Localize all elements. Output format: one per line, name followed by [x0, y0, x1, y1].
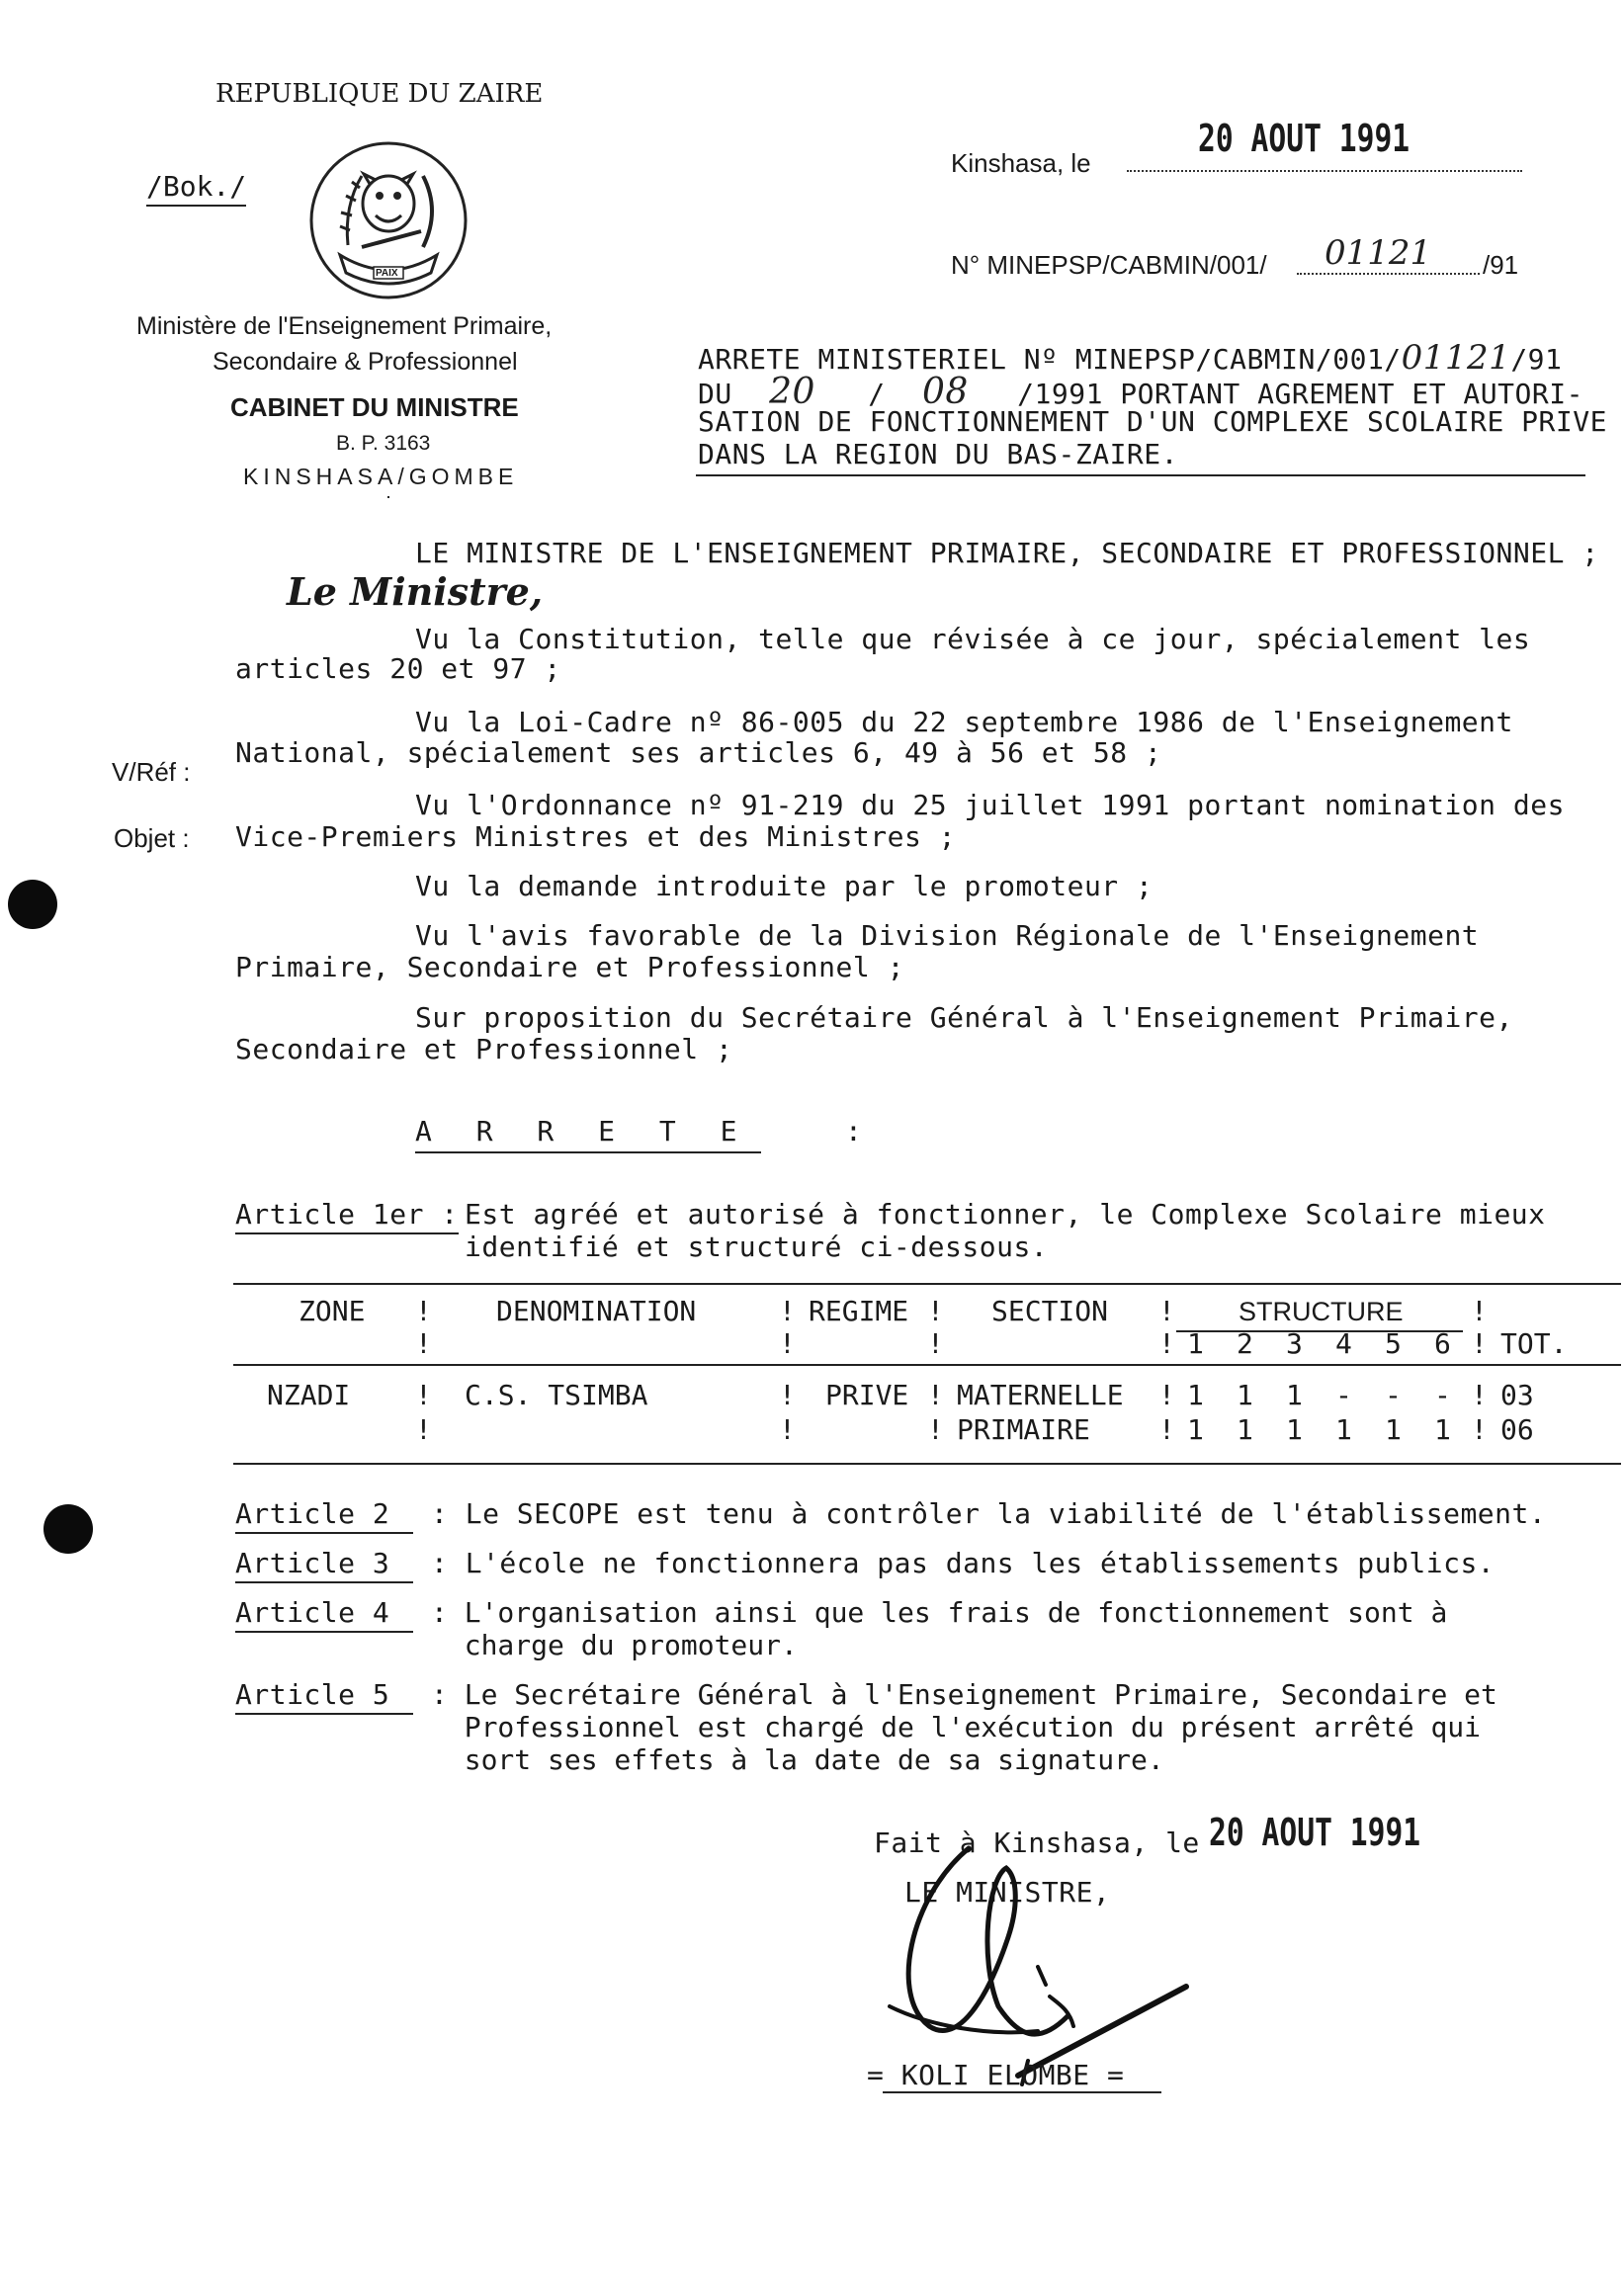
table-cell-level: 1 [1385, 1413, 1402, 1446]
table-cell-section: PRIMAIRE [957, 1413, 1090, 1446]
table-header-section: SECTION [991, 1295, 1109, 1327]
table-header-level: 4 [1335, 1327, 1352, 1360]
article-2-text: : Le SECOPE est tenu à contrôler la viabilité de l'établissement. [431, 1497, 1547, 1530]
le-ministre-stamp: Le Ministre, [287, 569, 544, 614]
article-5-text-line3: sort ses effets à la date de sa signature. [431, 1743, 1164, 1776]
cabinet-label: CABINET DU MINISTRE [230, 392, 519, 422]
table-separator: ! [415, 1413, 432, 1446]
table-cell-regime: PRIVE [825, 1379, 909, 1411]
table-cell-level: 1 [1434, 1413, 1451, 1446]
arrete-title-day-handwritten: 20 [769, 372, 815, 412]
vref-label: V/Réf : [112, 757, 191, 787]
table-header-regime: REGIME [809, 1295, 909, 1327]
table-separator: ! [1158, 1327, 1175, 1360]
arrete-title-line2-rest: /1991 PORTANT AGREMENT ET AUTORI- [1017, 378, 1583, 410]
table-header-level: 2 [1237, 1327, 1253, 1360]
article-5-text-line2: Professionnel est chargé de l'exécution du présent arrêté qui [431, 1711, 1482, 1743]
table-separator: ! [927, 1379, 944, 1411]
table-header-total: TOT. [1500, 1327, 1568, 1360]
table-cell-section: MATERNELLE [957, 1379, 1124, 1411]
table-separator: ! [415, 1379, 432, 1411]
table-separator: ! [779, 1379, 796, 1411]
ministry-name-line2: Secondaire & Professionnel [213, 348, 518, 376]
table-cell-level: - [1385, 1379, 1402, 1411]
article-1-label: Article 1er : [235, 1198, 459, 1234]
table-separator: ! [1158, 1413, 1175, 1446]
table-separator: ! [779, 1295, 796, 1327]
minister-heading: LE MINISTRE DE L'ENSEIGNEMENT PRIMAIRE, SECONDAIRE ET PROFESSIONNEL ; [415, 537, 1599, 569]
table-cell-level: - [1434, 1379, 1451, 1411]
article-4-label: Article 4 [235, 1596, 413, 1633]
vu-avis-line1: Vu l'avis favorable de la Division Régionale de l'Enseignement [415, 919, 1480, 952]
table-cell-level: 1 [1237, 1379, 1253, 1411]
table-cell-level: 1 [1187, 1413, 1204, 1446]
arrete-title-line3: SATION DE FONCTIONNEMENT D'UN COMPLEXE SCOLAIRE PRIVE [698, 405, 1607, 438]
table-separator: ! [415, 1327, 432, 1360]
table-header-level: 5 [1385, 1327, 1402, 1360]
article-3-label: Article 3 [235, 1547, 413, 1583]
republic-title: REPUBLIQUE DU ZAIRE [215, 79, 544, 109]
document-number-suffix: /91 [1483, 250, 1519, 280]
closing-place: Fait à Kinshasa, le [874, 1826, 1200, 1859]
vu-avis-line2: Primaire, Secondaire et Professionnel ; [235, 951, 904, 983]
table-cell-total: 03 [1500, 1379, 1534, 1411]
closing-le-ministre: LE MINISTRE, [904, 1876, 1111, 1909]
table-cell-denomination: C.S. TSIMBA [465, 1379, 648, 1411]
table-header-structure: STRUCTURE [1239, 1297, 1404, 1326]
date-dotted-line [1127, 170, 1522, 172]
arrete-title-du: DU [698, 378, 732, 410]
table-header-zone: ZONE [299, 1295, 366, 1327]
signatory-underline [883, 2091, 1161, 2093]
vu-ordonnance-line1: Vu l'Ordonnance nº 91-219 du 25 juillet 1991 portant nomination des [415, 789, 1565, 821]
document-number-handwritten: 01121 [1325, 233, 1432, 273]
article-1-line2: identifié et structuré ci-dessous. [465, 1231, 1049, 1263]
vu-loi-cadre-line1: Vu la Loi-Cadre nº 86-005 du 22 septembre 1986 de l'Enseignement [415, 706, 1513, 738]
vu-demande: Vu la demande introduite par le promoteur ; [415, 870, 1154, 902]
date-stamp: 20 AOUT 1991 [1198, 117, 1410, 160]
table-header-denomination: DENOMINATION [496, 1295, 697, 1327]
article-4-text-line2: charge du promoteur. [431, 1629, 798, 1661]
signatory-name: = KOLI ELOMBE = [867, 2059, 1125, 2091]
number-dotted-line [1297, 273, 1480, 275]
table-cell-level: 1 [1237, 1413, 1253, 1446]
table-separator: ! [1158, 1379, 1175, 1411]
table-separator: ! [927, 1327, 944, 1360]
table-separator: ! [415, 1295, 432, 1327]
table-separator: ! [1158, 1295, 1175, 1327]
sur-proposition-line2: Secondaire et Professionnel ; [235, 1033, 733, 1065]
postal-box: B. P. 3163 [336, 432, 431, 455]
table-cell-level: - [1335, 1379, 1352, 1411]
article-4-text-line1: : L'organisation ainsi que les frais de fonctionnement sont à [431, 1596, 1448, 1629]
document-number-prefix: N° MINEPSP/CABMIN/001/ [951, 250, 1267, 280]
table-cell-level: 1 [1187, 1379, 1204, 1411]
table-header-level: 1 [1187, 1327, 1204, 1360]
vu-constitution-line1: Vu la Constitution, telle que révisée à ce jour, spécialement les [415, 623, 1531, 655]
arrete-title-month-handwritten: 08 [921, 372, 969, 412]
table-cell-zone: NZADI [267, 1379, 351, 1411]
arrete-title-date-separator: / [868, 378, 886, 410]
arrete-title-underline [696, 474, 1585, 476]
table-cell-total: 06 [1500, 1413, 1534, 1446]
sur-proposition-line1: Sur proposition du Secrétaire Général à l'Enseignement Primaire, [415, 1001, 1513, 1034]
table-separator: ! [1471, 1295, 1488, 1327]
table-separator: ! [1471, 1413, 1488, 1446]
reference-code: /Bok./ [146, 170, 246, 207]
table-separator: ! [927, 1413, 944, 1446]
table-header-level: 3 [1286, 1327, 1303, 1360]
vu-loi-cadre-line2: National, spécialement ses articles 6, 49 à 56 et 58 ; [235, 736, 1162, 769]
table-bottom-rule [233, 1463, 1621, 1465]
objet-label: Objet : [114, 823, 190, 853]
seal-motto: PAIX [376, 268, 398, 279]
table-cell-level: 1 [1286, 1413, 1303, 1446]
national-seal-emblem [304, 136, 472, 308]
ministry-name-line1: Ministère de l'Enseignement Primaire, [136, 312, 553, 340]
header-underline [387, 496, 389, 498]
place-label: Kinshasa, le [951, 148, 1091, 178]
table-top-rule [233, 1283, 1621, 1285]
punch-hole-mark [8, 880, 57, 929]
arrete-title-number-prefix: ARRETE MINISTERIEL Nº MINEPSP/CABMIN/001/ [698, 343, 1402, 376]
structure-header-underline [1176, 1330, 1463, 1332]
article-2-label: Article 2 [235, 1497, 413, 1534]
article-5-text-line1: : Le Secrétaire Général à l'Enseignement Primaire, Secondaire et [431, 1678, 1497, 1711]
city-label: KINSHASA/GOMBE [243, 464, 519, 489]
table-cell-level: 1 [1335, 1413, 1352, 1446]
table-separator: ! [779, 1413, 796, 1446]
article-3-text: : L'école ne fonctionnera pas dans les établissements publics. [431, 1547, 1496, 1579]
table-header-rule [233, 1364, 1621, 1366]
table-cell-level: 1 [1286, 1379, 1303, 1411]
table-header-level: 6 [1434, 1327, 1451, 1360]
table-separator: ! [1471, 1327, 1488, 1360]
arrete-heading: A R R E T E [415, 1115, 761, 1153]
punch-hole-mark [43, 1504, 93, 1554]
arrete-title-number-handwritten: 01121 [1401, 338, 1511, 378]
table-separator: ! [779, 1327, 796, 1360]
article-1-line1: Est agréé et autorisé à fonctionner, le Complexe Scolaire mieux [465, 1198, 1546, 1231]
closing-date-stamp: 20 AOUT 1991 [1209, 1811, 1421, 1854]
table-separator: ! [1471, 1379, 1488, 1411]
article-5-label: Article 5 [235, 1678, 413, 1715]
arrete-heading-colon: : [845, 1115, 863, 1147]
vu-ordonnance-line2: Vice-Premiers Ministres et des Ministres ; [235, 820, 957, 853]
arrete-title-line4: DANS LA REGION DU BAS-ZAIRE. [698, 438, 1179, 470]
table-separator: ! [927, 1295, 944, 1327]
arrete-title-number-suffix: /91 [1510, 343, 1563, 376]
vu-constitution-line2: articles 20 et 97 ; [235, 652, 561, 685]
